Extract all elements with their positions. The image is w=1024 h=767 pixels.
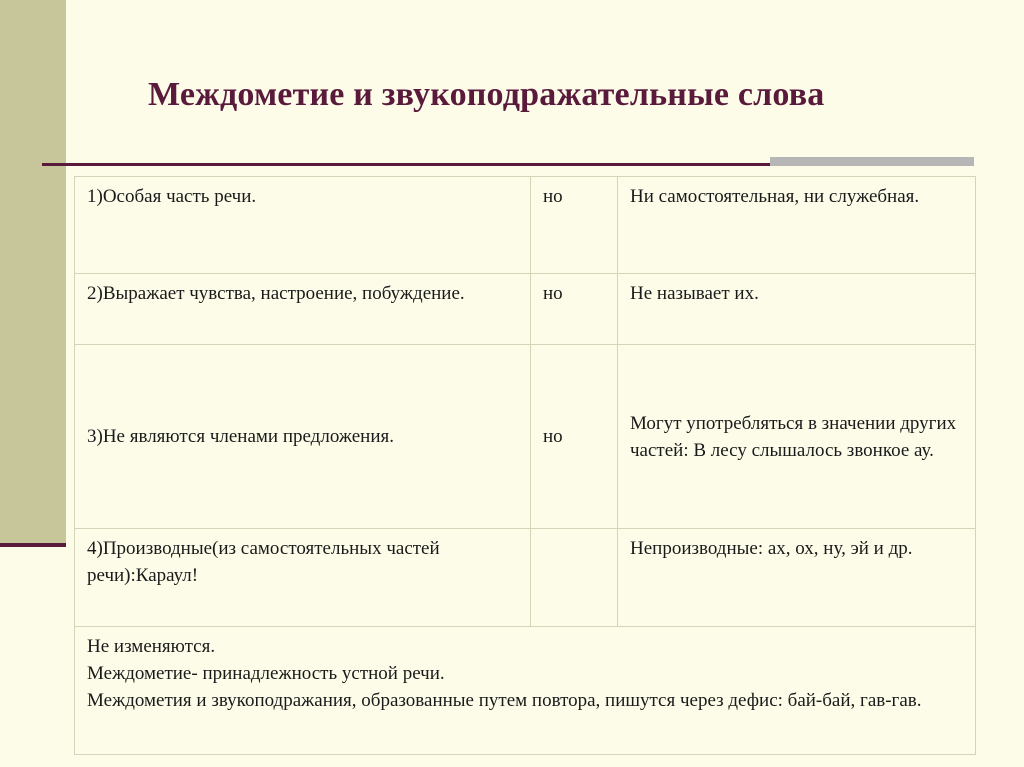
table-row bbox=[75, 274, 976, 345]
cell-contrast: но bbox=[531, 177, 618, 274]
cell-contrast bbox=[531, 529, 618, 627]
cell-property: 3)Не являются членами предложения. bbox=[75, 345, 531, 529]
cell-property: 4)Производные(из самостоятельных частей речи):Караул! bbox=[75, 529, 531, 627]
note-line: Не изменяются. bbox=[87, 636, 216, 657]
slide-title: Междометие и звукоподражательные слова bbox=[148, 76, 825, 113]
cell-contrast: но bbox=[531, 345, 618, 529]
table-row bbox=[75, 627, 976, 755]
note-line: Междометия и звукоподражания, образованные путем повтора, пишутся через дефис: бай-бай, гав-гав. bbox=[87, 690, 922, 711]
title-underline bbox=[42, 163, 772, 166]
cell-property: 2)Выражает чувства, настроение, побуждение. bbox=[75, 274, 531, 345]
table-row bbox=[75, 177, 976, 274]
notes-cell bbox=[75, 627, 976, 755]
table-row bbox=[75, 345, 976, 529]
comparison-table bbox=[74, 176, 976, 755]
cell-description: Могут употребляться в значении других частей: В лесу слышалось звонкое ау. bbox=[618, 345, 976, 529]
side-decor-bar bbox=[0, 0, 66, 545]
title-underline-accent bbox=[770, 157, 974, 166]
cell-description: Ни самостоятельная, ни служебная. bbox=[618, 177, 976, 274]
cell-property: 1)Особая часть речи. bbox=[75, 177, 531, 274]
cell-description: Непроизводные: ах, ох, ну, эй и др. bbox=[618, 529, 976, 627]
cell-description: Не называет их. bbox=[618, 274, 976, 345]
table-row bbox=[75, 529, 976, 627]
cell-contrast: но bbox=[531, 274, 618, 345]
note-line: Междометие- принадлежность устной речи. bbox=[87, 663, 445, 684]
side-decor-line bbox=[0, 543, 66, 547]
